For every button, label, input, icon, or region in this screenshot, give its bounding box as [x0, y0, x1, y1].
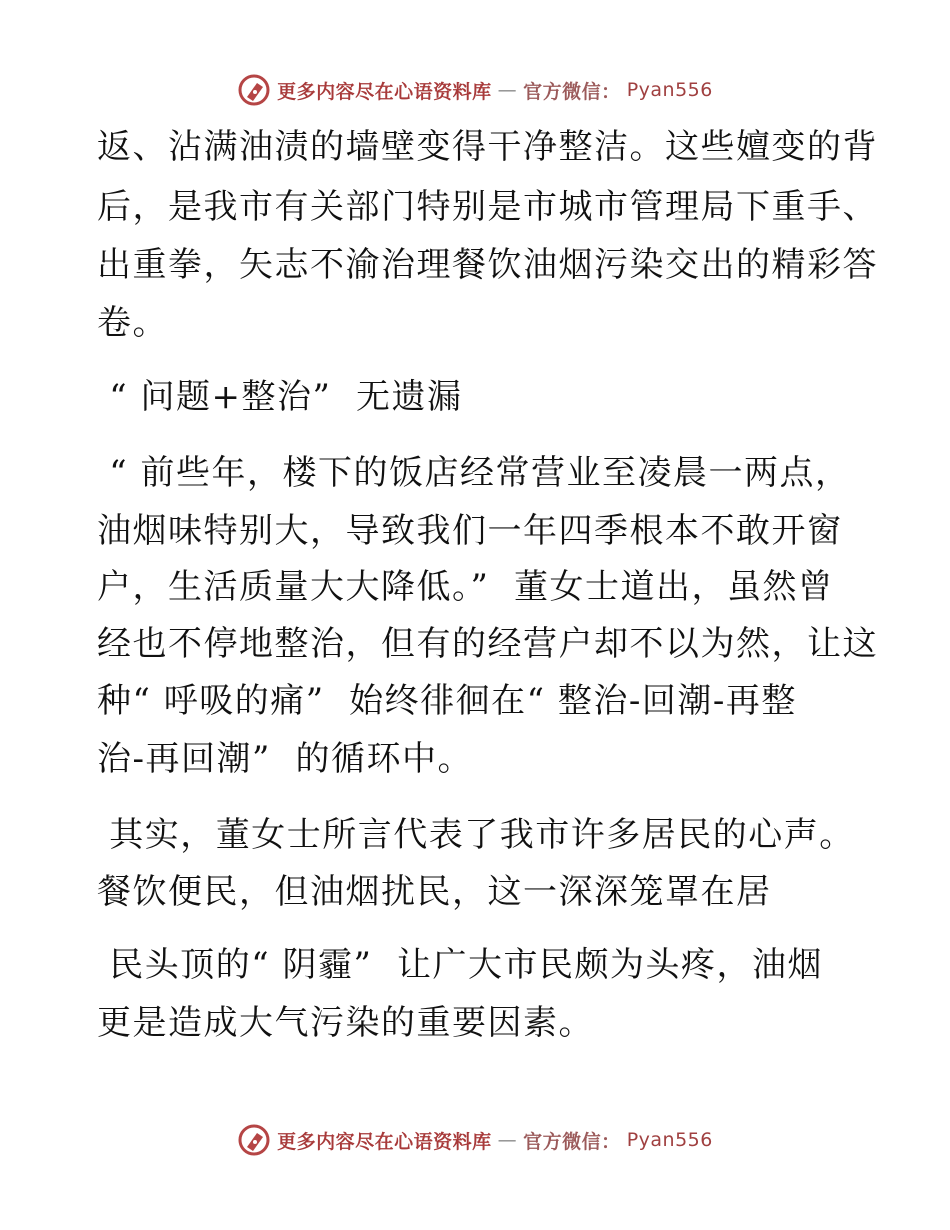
watermark-brand: 更多内容尽在心语资料库	[277, 80, 492, 103]
body-line: 经也不停地整治，但有的经营户却不以为然，让这	[97, 624, 878, 664]
body-line: 民头顶的“ 阴霾” 让广大市民颇为头疼，油烟	[97, 945, 823, 985]
watermark-dash: —	[497, 1129, 518, 1151]
body-line: 餐饮便民，但油烟扰民，这一深深笼罩在居	[97, 872, 772, 912]
watermark-official-label: 官方微信：	[523, 80, 621, 103]
header-watermark	[0, 70, 950, 110]
body-line: 种“ 呼吸的痛” 始终徘徊在“ 整治-回潮-再整	[97, 681, 797, 721]
footer-watermark	[0, 1120, 950, 1160]
body-line: “ 前些年，楼下的饭店经常营业至凌晨一两点，	[97, 453, 851, 493]
watermark-wechat-id: Pyan556	[626, 1129, 713, 1151]
watermark-wechat-id: Pyan556	[626, 79, 713, 101]
body-line: 户，生活质量大大降低。” 董女士道出，虽然曾	[97, 567, 834, 607]
body-line: 其实，董女士所言代表了我市许多居民的心声。	[97, 815, 855, 855]
body-line: 油烟味特别大，导致我们一年四季根本不敢开窗	[97, 511, 843, 551]
body-line: 后，是我市有关部门特别是市城市管理局下重手、	[97, 187, 878, 227]
body-line: 卷。	[97, 303, 168, 343]
body-line: 返、沾满油渍的墙壁变得干净整洁。这些嬗变的背	[97, 127, 878, 167]
watermark-dash: —	[497, 79, 518, 101]
watermark-brand: 更多内容尽在心语资料库	[277, 1130, 492, 1153]
section-heading: “ 问题+整治” 无遗漏	[97, 377, 463, 417]
body-line: 更是造成大气污染的重要因素。	[97, 1003, 594, 1043]
watermark-official-label: 官方微信：	[523, 1130, 621, 1153]
pen-nib-logo-icon	[237, 73, 271, 107]
body-line: 治-再回潮” 的循环中。	[97, 739, 473, 779]
body-line: 出重拳，矢志不渝治理餐饮油烟污染交出的精彩答	[97, 245, 878, 285]
pen-nib-logo-icon	[237, 1123, 271, 1157]
